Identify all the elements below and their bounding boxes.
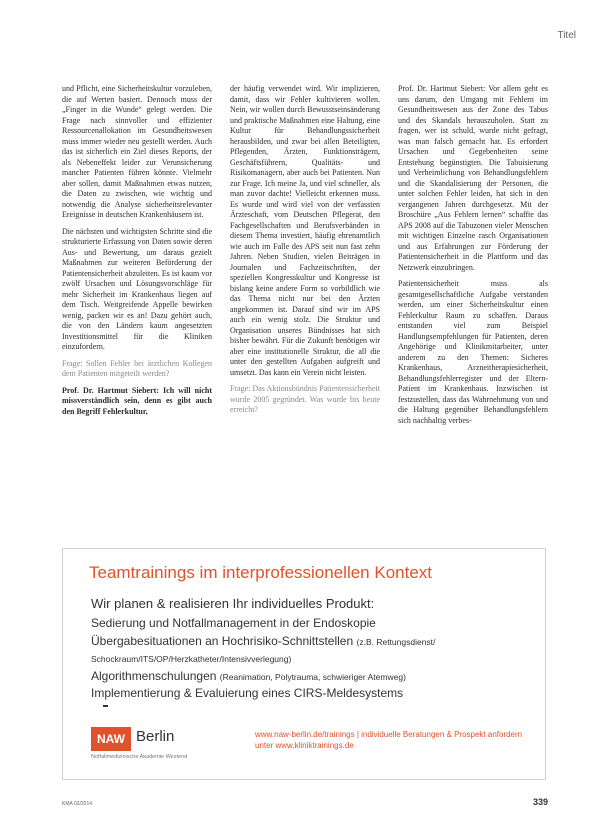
ad-offer-item: Algorithmenschulungen (Reanimation, Polytrauma, schwieriger Atemweg) <box>91 668 406 683</box>
interview-question: Frage: Sollen Fehler bei ärztlichen Kollegen dem Patienten mitgeteilt werden? <box>62 358 212 378</box>
page-number: 339 <box>532 797 548 807</box>
article-paragraph: und Pflicht, eine Sicherheitskultur vorzuleben, die auf Werten basiert. Dennoch muss der „Finger in die Wunde“ gelegt werden. Die Frage nach sinnvoller und effizienter Ressourcenallokation im Gesundheitswesen muss immer wieder neu gestellt werden. Auch das ist sicherlich ein Ziel dieses Reports, der als Nebeneffekt leider zur Verunsicherung mancher Patienten führen könnte. Vielmehr aber sollen, damit Maßnahmen etwas nutzen, die Daten zu zwischen, wie wichtig und notwendig die Analyse sicherheitsrelevanter Ereignisse in deutschen Krankenhäusern ist. <box>62 84 212 219</box>
ad-offer-list <box>91 615 435 703</box>
article-column-2 <box>230 84 380 594</box>
ad-title: Teamtrainings im interprofessionellen Kontext <box>89 563 433 582</box>
logo-name: Berlin <box>136 728 175 745</box>
article-paragraph: Prof. Dr. Hartmut Siebert: Vor allem geht es uns darum, den Umgang mit Fehlern im Gesundheitswesen aus der Zone des Tabus und des Skandals herauszuholen. Statt zu fragen, wer ist schuld, wurde nicht gefragt, was man falsch gemacht hat. Es erfordert Ursachen und Gegebenheiten seine Entstehung begünstigten. Die Tabuisierung und Verheimlichung von Behandlungsfehlern und die Skandalisierung der Personen, die unter solchen Fehler leiden, hat sich in den vergangenen Jahren durchgesetzt. Mit der Broschüre „Aus Fehlern lernen“ schaffte das APS 2008 auf die Tabuzonen vieler Menschen mit wichtigen Einzelne rasch Organisationen und aus Erfahrungen zur Förderung der Patientensicherheit in die Plattform und das Netzwerk einzubringen. <box>398 84 548 272</box>
dash-bullet-icon <box>103 705 108 707</box>
ad-offer-item: Sedierung und Notfallmanagement in der Endoskopie <box>91 616 376 630</box>
ad-offer-item: Übergabesituationen an Hochrisiko-Schnittstellen (z.B. Rettungsdienst/ <box>91 633 436 648</box>
ad-contact-link[interactable]: unter www.kliniktrainings.de <box>255 741 354 750</box>
advertisement-box <box>62 548 546 780</box>
article-paragraph: Patientensicherheit muss als gesamtgesellschaftliche Aufgabe verstanden werden, um einer Sicherheitskultur einen Fehlerkultur Raum zu schaffen. Daraus entstanden viel zum Beispiel Handlungsempfehlungen für Patienten, deren Angehörige und Klinikmitarbeiter, unter anderem zu den Themen: Sicheres Krankenhaus, Arzneitherapiesicherheit, Behandlungsfehlerregister und der Eltern-Patient im Krankenhaus. Inzwischen ist festzustellen, dass das Wahrnehmung von und die Haltung gegenüber Behandlungsfehlern sich nachhaltig verbes- <box>398 279 548 425</box>
ad-offer-item: Schockraum/ITS/OP/Herzkatheter/Intensivverlegung) <box>91 654 292 664</box>
footer-issue: KMA 02/2014 <box>62 801 93 807</box>
article-column-3 <box>398 84 548 604</box>
ad-contact-line[interactable]: www.naw-berlin.de/trainings | individuelle Beratungen & Prospekt anfordern <box>255 730 523 739</box>
article-column-1 <box>62 84 212 584</box>
ad-subtitle: Wir planen & realisieren Ihr individuelles Produkt: <box>91 596 375 611</box>
article-paragraph: Die nächsten und wichtigsten Schritte sind die strukturierte Erfassung von Daten sowie deren Aus- und Bewertung, um daraus gezielt Maßnahmen zur weiteren Beförderung der Patientensicherheit abzuleiten. Es ist kaum vor zwölf Ursachen und Lösungsvorschläge für mehr Sicherheit im Krankenhaus liegen auf dem Tisch. Weitgreifende Appelle bewirken wenig, packen wir es an! Dazu gehört auch, die von den Ländern kaum angesetzten Investitionsmittel für die Kliniken einzufordern. <box>62 226 212 351</box>
article-paragraph: Prof. Dr. Hartmut Siebert: Ich will nicht missverständlich sein, denn es gibt auch den Begriff Fehlerkultur, <box>62 385 212 416</box>
logo-badge: NAW <box>91 727 131 751</box>
article-paragraph: der häufig verwendet wird. Wir implizieren, damit, dass wir Fehler kultivieren wollen. Nein, wir wollen durch Bewusstseinsänderung und praktische Maßnahmen eine Haltung, eine Kultur für Behandlungssicherheit herausbilden, und zwar bei allen Beteiligten, Pflegenden, Ärzten, Funktionsträgern, Geschäftsführern, Qualitäts- und Risikomanagern, aber auch bei Patienten. Nun zur Frage. Ich meine Ja, und viel schneller, als man zuvor dachte! Vielleicht erkennen muss. Es wurde und wird viel von der verfassten Ärzteschaft, vom Deutschen Pflegerat, den Fachgesellschaften und Berufsverbänden in diesem Thema investiert, häufig ehrenamtlich wie auch im Falle des APS seit nun fast zehn Jahren. Neben Studien, vielen Beiträgen in Journalen und Fachzeitschriften, der speziellen Kongresskultur und Kongresse ist bislang keine andere Form so vorbildlich wie das Thema nicht nur bei den Ärzten angekommen ist. Darauf sind wir im APS auch ein wenig stolz. Die Struktur und Organisation unseres Bündnisses hat sich bisher bewährt. Für die Zukunft benötigen wir aber eine institutionelle Struktur, die all die unter den gestellten Aufgaben aufgreift und umsetzt. Das kann ein Verein nicht leisten. <box>230 84 380 377</box>
ad-offer-item: Implementierung & Evaluierung eines CIRS-Meldesystems <box>91 686 404 700</box>
logo-tagline: Notfallmedizinische Akademie Westend <box>91 754 188 760</box>
ad-contact <box>255 729 522 751</box>
page-section-title: Titel <box>557 30 576 41</box>
interview-question: Frage: Das Aktionsbündnis Patientensicherheit wurde 2005 gegründet. Was wurde bis heute erreicht? <box>230 384 380 414</box>
